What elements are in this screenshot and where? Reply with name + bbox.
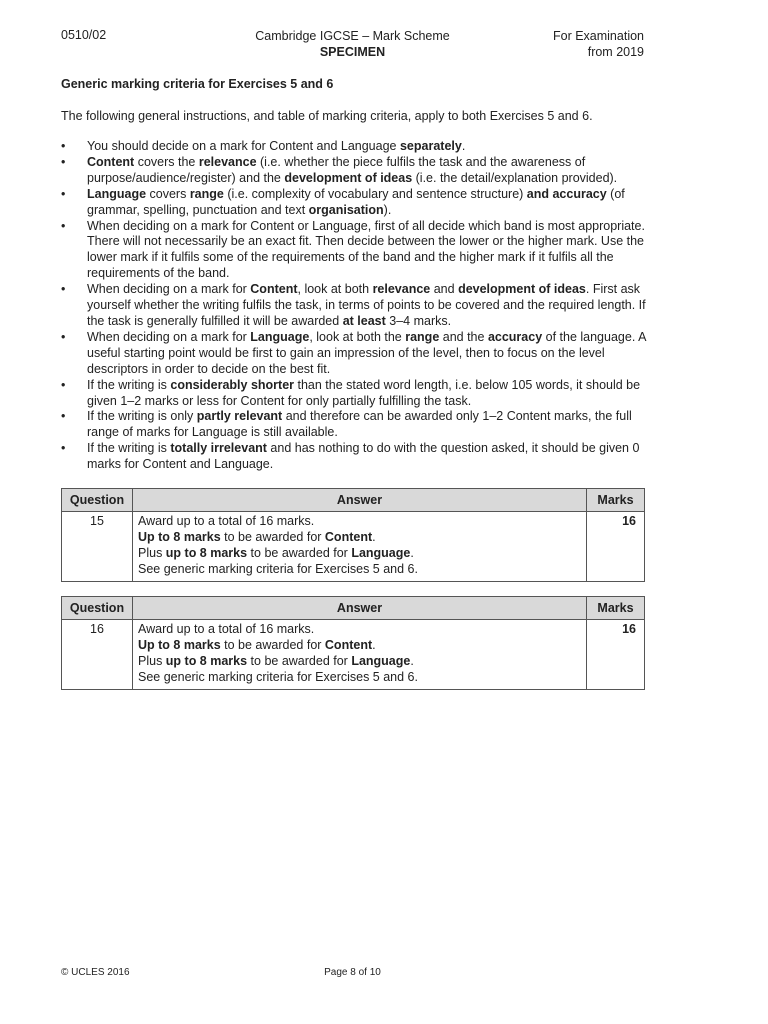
bold-text: Language	[87, 186, 147, 201]
exam-line-1: For Examination	[552, 29, 644, 43]
bold-text: up to 8 marks	[165, 545, 248, 560]
bold-text: range	[405, 329, 440, 344]
question-number: 15	[62, 512, 133, 582]
mark-table-q15	[61, 488, 645, 582]
text-run: .	[372, 637, 376, 652]
bold-text: up to 8 marks	[165, 653, 248, 668]
page-header	[61, 27, 644, 61]
bold-text: range	[189, 186, 224, 201]
answer-line	[138, 670, 581, 686]
section-heading: Generic marking criteria for Exercises 5 and 6	[61, 77, 334, 91]
list-item	[61, 187, 649, 219]
answer-line	[138, 514, 581, 530]
page-number: Page 8 of 10	[324, 967, 381, 978]
bullet-icon: •	[61, 409, 66, 424]
bold-text: considerably shorter	[170, 377, 295, 392]
col-answer-header: Answer	[133, 489, 587, 512]
answer-line	[138, 638, 581, 654]
table-header-row	[62, 597, 645, 620]
exam-line-2: from 2019	[587, 45, 644, 59]
text-run: Award up to a total of 16 marks.	[138, 622, 315, 636]
marks-value: 16	[587, 620, 645, 690]
bullet-text	[87, 219, 645, 281]
answer-line	[138, 622, 581, 638]
text-run: See generic marking criteria for Exercises 5 and 6.	[138, 561, 418, 576]
copyright-notice: © UCLES 2016	[61, 967, 130, 978]
bold-text: and accuracy	[526, 186, 607, 201]
intro-paragraph: The following general instructions, and table of marking criteria, apply to both Exercises 5 and 6.	[61, 109, 593, 123]
bullet-text	[87, 441, 639, 471]
text-run: ).	[383, 202, 392, 217]
question-number: 16	[62, 620, 133, 690]
text-run: .	[410, 653, 414, 668]
text-run: If the writing is only	[87, 409, 197, 424]
text-run: and	[430, 282, 459, 297]
bold-text: Language	[351, 653, 411, 668]
bullet-icon: •	[61, 282, 66, 297]
col-question-header: Question	[62, 597, 133, 620]
marks-value: 16	[587, 512, 645, 582]
text-run: than the stated word length, i.e. below 105 words, it should be given 1–2 marks or less for Content for only partially fulfilling the task.	[87, 377, 641, 408]
answer-line	[138, 530, 581, 546]
text-run: Plus	[138, 545, 166, 560]
text-run: (of grammar, spelling, punctuation and text	[87, 186, 625, 217]
table-header-row	[62, 489, 645, 512]
text-run: See generic marking criteria for Exercises 5 and 6.	[138, 669, 418, 684]
exam-date-block	[553, 28, 644, 60]
text-run: to be awarded for	[220, 637, 325, 652]
col-question-header: Question	[62, 489, 133, 512]
answer-cell	[133, 620, 587, 690]
list-item	[61, 219, 649, 283]
text-run: of the language. A useful starting point would be first to gain an impression of the level, then to focus on the level descriptors in order to decide on the best fit.	[87, 329, 646, 376]
text-run: .	[372, 529, 376, 544]
table-row	[62, 512, 645, 582]
table-row	[62, 620, 645, 690]
text-run: covers	[146, 186, 190, 201]
bullet-icon: •	[61, 329, 66, 344]
col-answer-header: Answer	[133, 597, 587, 620]
bullet-text	[87, 187, 625, 217]
text-run: covers the	[134, 154, 199, 169]
text-run: If the writing is	[87, 377, 171, 392]
bold-text: accuracy	[487, 329, 543, 344]
bold-text: development of ideas	[458, 282, 586, 297]
text-run: to be awarded for	[247, 653, 352, 668]
bullet-text	[87, 409, 632, 439]
bullet-icon: •	[61, 218, 66, 233]
text-run: When deciding on a mark for	[87, 282, 251, 297]
bold-text: organisation	[308, 202, 384, 217]
bold-text: partly relevant	[196, 409, 283, 424]
text-run: .	[410, 545, 414, 560]
list-item	[61, 330, 649, 378]
text-run: (i.e. whether the piece fulfils the task and the awareness of purpose/audience/register) and the	[87, 154, 586, 185]
text-run: and therefore can be awarded only 1–2 Content marks, the full range of marks for Language is still available.	[87, 409, 632, 440]
bold-text: Up to 8 marks	[138, 529, 221, 544]
text-run: When deciding on a mark for	[87, 329, 251, 344]
bold-text: relevance	[198, 154, 257, 169]
bullet-icon: •	[61, 186, 66, 201]
bold-text: Content	[324, 529, 373, 544]
bold-text: separately	[399, 139, 462, 153]
text-run: , look at both	[297, 282, 373, 297]
list-item	[61, 409, 649, 441]
bold-text: Content	[87, 154, 135, 169]
bullet-text	[87, 282, 646, 328]
text-run: If the writing is	[87, 441, 171, 456]
bold-text: Language	[351, 545, 411, 560]
text-run: (i.e. complexity of vocabulary and sentence structure)	[223, 186, 527, 201]
text-run: You should decide on a mark for Content and Language	[87, 139, 400, 153]
text-run: (i.e. the detail/explanation provided).	[412, 170, 618, 185]
text-run: Award up to a total of 16 marks.	[138, 514, 315, 528]
bold-text: Content	[250, 282, 298, 297]
text-run: When deciding on a mark for Content or Language, first of all decide which band is most appropriate. There will not necessarily be an exact fit. Then decide between the lower or the higher mark. Use the lower mark if it fulfils some of the requirements of the band and the higher mark if it fulfils all the requirements of the band.	[87, 218, 645, 281]
bullet-icon: •	[61, 441, 66, 456]
bullet-text	[87, 155, 617, 185]
text-run: to be awarded for	[247, 545, 352, 560]
answer-line	[138, 562, 581, 578]
bullet-icon: •	[61, 139, 66, 153]
list-item	[61, 282, 649, 330]
bold-text: at least	[342, 313, 386, 328]
bold-text: totally irrelevant	[170, 441, 267, 456]
text-run: Plus	[138, 653, 166, 668]
bullet-icon: •	[61, 154, 66, 169]
answer-line	[138, 654, 581, 670]
bullet-text	[87, 378, 640, 408]
header-title: Cambridge IGCSE – Mark Scheme	[255, 29, 450, 43]
header-subtitle: SPECIMEN	[319, 45, 386, 59]
bold-text: relevance	[372, 282, 431, 297]
bullet-text	[87, 139, 465, 153]
bold-text: Content	[324, 637, 373, 652]
list-item	[61, 155, 649, 187]
bold-text: Up to 8 marks	[138, 637, 221, 652]
bullet-icon: •	[61, 377, 66, 392]
text-run: to be awarded for	[220, 529, 325, 544]
mark-table-q16	[61, 596, 645, 690]
list-item	[61, 139, 649, 155]
bullet-text	[87, 330, 646, 376]
bold-text: Language	[250, 329, 310, 344]
criteria-bullet-list	[61, 139, 649, 473]
bold-text: development of ideas	[284, 170, 413, 185]
text-run: and the	[439, 329, 488, 344]
answer-line	[138, 546, 581, 562]
text-run: . First ask yourself whether the writing fulfils the task, in terms of points to be covered and the required length. If the task is generally fulfilled it will be awarded	[87, 282, 646, 328]
col-marks-header: Marks	[587, 489, 645, 512]
answer-cell	[133, 512, 587, 582]
text-run: .	[461, 139, 466, 153]
list-item	[61, 441, 649, 473]
syllabus-code: 0510/02	[61, 28, 107, 42]
text-run: 3–4 marks.	[385, 313, 452, 328]
text-run: , look at both the	[309, 329, 406, 344]
list-item	[61, 378, 649, 410]
text-run: and has nothing to do with the question asked, it should be given 0 marks for Content and Language.	[87, 441, 640, 472]
col-marks-header: Marks	[587, 597, 645, 620]
